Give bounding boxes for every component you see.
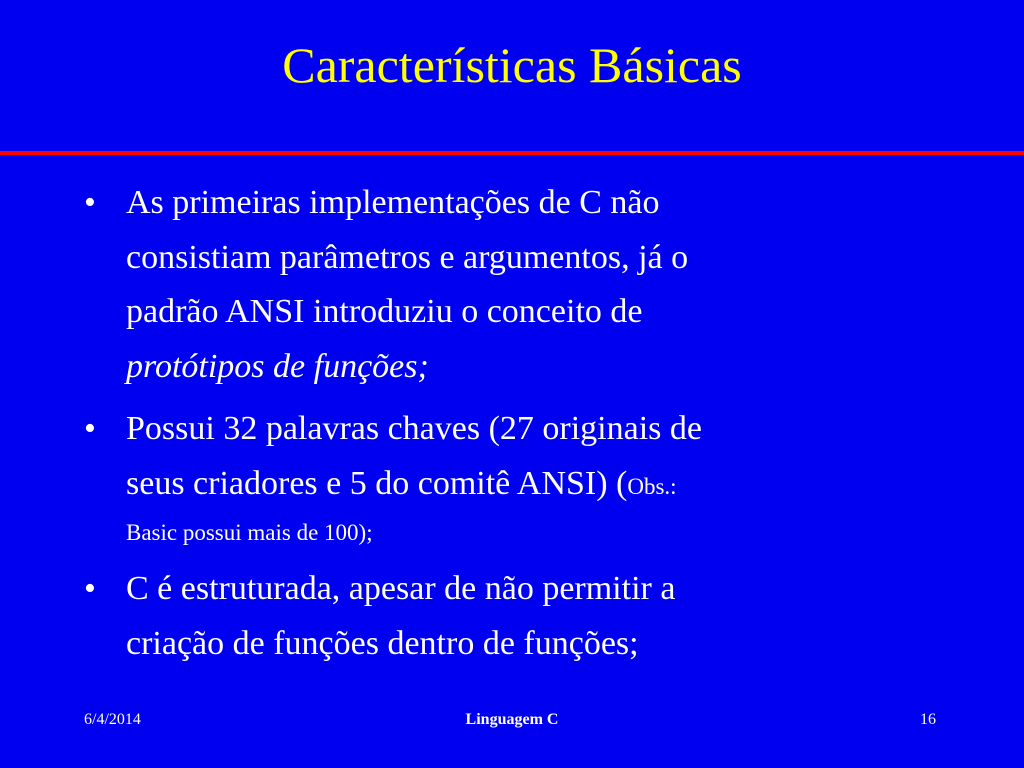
bullet-line: Possui 32 palavras chaves (27 originais de xyxy=(126,410,702,447)
bullet-line: consistiam parâmetros e argumentos, já o xyxy=(126,238,689,276)
note-text: Basic possui mais de 100); xyxy=(126,520,373,545)
bullet-line-main: seus criadores e 5 do comitê ANSI) ( xyxy=(126,464,628,502)
bullet-line: criação de funções dentro de funções; xyxy=(126,624,639,662)
bullet-text xyxy=(126,402,936,552)
bullet-text xyxy=(126,176,936,394)
bullet-icon: • xyxy=(84,184,96,221)
page-number: 16 xyxy=(920,711,936,728)
bullet-icon: • xyxy=(84,570,96,607)
slide-title: Características Básicas xyxy=(282,37,742,93)
bullet-line: C é estruturada, apesar de não permitir a xyxy=(126,570,676,607)
bullet-line-italic: protótipos de funções; xyxy=(126,347,429,385)
footer-date: 6/4/2014 xyxy=(84,711,141,728)
note-label: Obs.: xyxy=(627,473,677,499)
bullet-icon: • xyxy=(84,410,96,447)
bullet-line: padrão ANSI introduziu o conceito de xyxy=(126,293,643,330)
bullet-line-with-note xyxy=(126,457,936,515)
title-divider xyxy=(0,151,1024,155)
bullet-line: As primeiras implementações de C não xyxy=(126,184,660,221)
bullet-text xyxy=(126,562,936,671)
footer-title: Linguagem C xyxy=(465,711,559,728)
